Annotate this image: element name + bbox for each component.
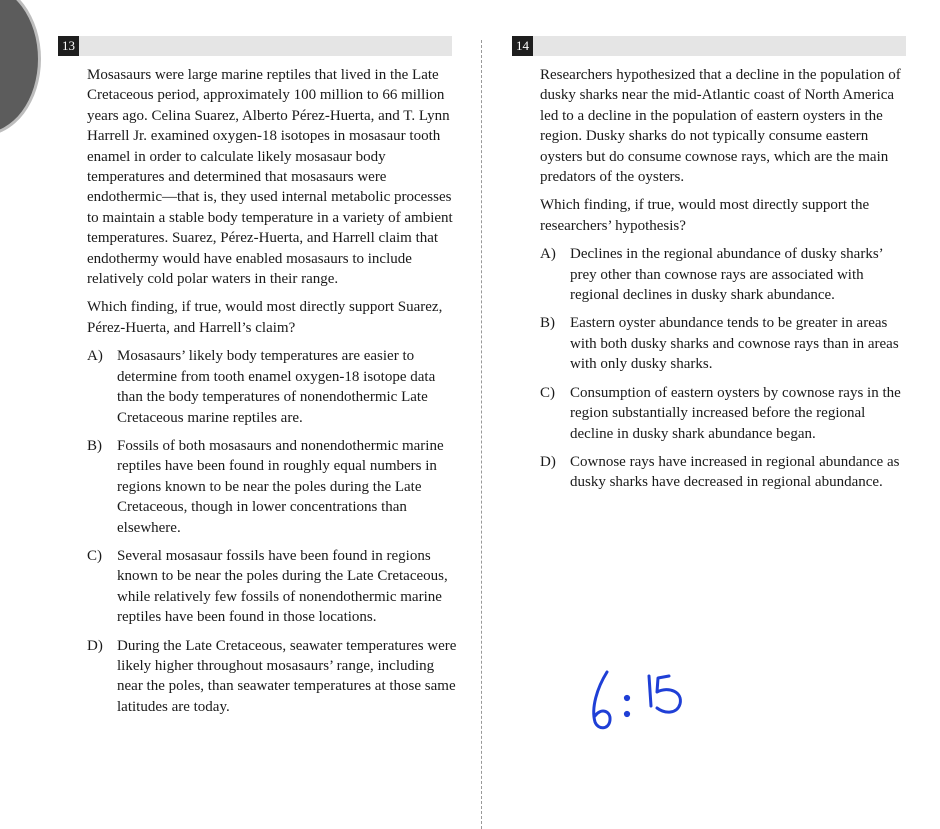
handwriting-stroke-six <box>594 672 610 728</box>
q13-choice-a[interactable] <box>87 346 457 428</box>
handwriting-colon-bottom <box>625 712 628 715</box>
choice-text: Fossils of both mosasaurs and nonendothermic marine reptiles have been found in roughly equal numbers in regions known to be near the poles during the Late Cretaceous, though in lower concentrations than elsewhere. <box>117 437 444 536</box>
q14-passage: Researchers hypothesized that a decline in the population of dusky sharks near the mid-Atlantic coast of North America led to a decline in the population of eastern oysters in the region. Dusky sharks do not typically consume eastern oysters but do consume cownose rays, which are the main predators of the oysters. <box>540 67 901 186</box>
q14-choice-b[interactable] <box>540 313 905 374</box>
choice-letter: D) <box>540 453 556 470</box>
choice-letter: B) <box>540 315 555 332</box>
q13-choice-d[interactable] <box>87 636 457 718</box>
choice-letter: B) <box>87 437 102 454</box>
choice-text: Mosasaurs’ likely body temperatures are easier to determine from tooth enamel oxygen-18 isotope data than the body temperatures of nonendothermic Late Cretaceous marine reptiles are. <box>117 348 436 426</box>
q14-column <box>540 65 905 493</box>
q14-choice-a[interactable] <box>540 244 905 305</box>
choice-letter: A) <box>540 246 556 263</box>
q13-passage: Mosasaurs were large marine reptiles that lived in the Late Cretaceous period, approximately 100 million to 66 million years ago. Celina Suarez, Alberto Pérez-Huerta, and T. Lynn Harrell Jr. examined oxygen-18 isotopes in mosasaur tooth enamel in order to calculate likely mosasaur body temperatures and determined that mosasaurs were endothermic—that is, they used internal metabolic processes to maintain a stable body temperature in a variety of ambient temperatures. Suarez, Pérez-Huerta, and Harrell claim that endothermy would have enabled mosasaurs to include relatively cold polar waters in their range. <box>87 67 453 288</box>
handwritten-note <box>585 660 695 735</box>
choice-text: Declines in the regional abundance of dusky sharks’ prey other than cownose rays are associated with regional declines in dusky shark abundance. <box>570 246 883 304</box>
choice-text: Consumption of eastern oysters by cownose rays in the region substantially increased before the regional decline in dusky shark abundance began. <box>570 384 901 442</box>
q13-number: 13 <box>58 36 79 56</box>
choice-letter: A) <box>87 348 103 365</box>
q13-header-bar <box>58 36 452 56</box>
q14-number: 14 <box>512 36 533 56</box>
q13-prompt: Which finding, if true, would most directly support Suarez, Pérez-Huerta, and Harrell’s claim? <box>87 299 443 336</box>
choice-letter: C) <box>87 547 102 564</box>
column-divider <box>481 40 482 829</box>
choice-text: Several mosasaur fossils have been found in regions known to be near the poles during the Late Cretaceous, while relatively few fossils of nonendothermic marine reptiles have been found in those locations. <box>117 547 448 626</box>
handwriting-stroke-five <box>657 676 680 712</box>
choice-text: Eastern oyster abundance tends to be greater in areas with both dusky sharks and cownose rays than in areas with only dusky sharks. <box>570 315 899 373</box>
choice-letter: C) <box>540 384 555 401</box>
q14-prompt: Which finding, if true, would most directly support the researchers’ hypothesis? <box>540 197 870 234</box>
choice-text: During the Late Cretaceous, seawater temperatures were likely higher throughout mosasaurs’ range, including near the poles, than seawater temperatures at those same latitudes are today. <box>117 637 457 715</box>
q13-choice-b[interactable] <box>87 436 457 538</box>
q14-header-bar <box>512 36 906 56</box>
choice-text: Cownose rays have increased in regional abundance as dusky sharks have decreased in regional abundance. <box>570 453 900 491</box>
q14-choice-c[interactable] <box>540 383 905 444</box>
corner-thumb-overlay <box>0 0 41 136</box>
handwriting-colon-top <box>625 696 628 699</box>
q14-choice-d[interactable] <box>540 452 905 493</box>
q13-column <box>87 65 457 717</box>
choice-letter: D) <box>87 637 103 654</box>
q13-choice-c[interactable] <box>87 546 457 628</box>
handwriting-stroke-one <box>649 676 651 706</box>
